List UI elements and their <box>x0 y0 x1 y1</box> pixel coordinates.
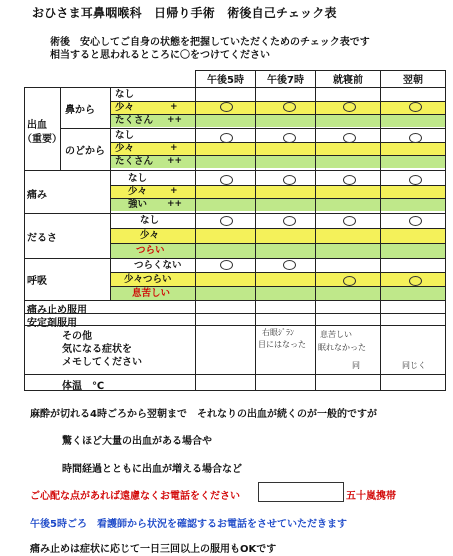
other-label-2: 気になる症状を <box>62 344 132 355</box>
row-sedative: 安定剤服用 <box>27 318 77 329</box>
hand-circle <box>283 102 296 112</box>
hand-circle <box>409 276 422 286</box>
hand-circle <box>343 216 356 226</box>
hand-circle <box>220 102 233 112</box>
fatigue-none: なし <box>140 215 160 226</box>
category-breathing: 呼吸 <box>27 276 47 287</box>
column-header-7pm: 午後7時 <box>267 75 304 86</box>
grid-line <box>195 70 445 71</box>
band-throat-little <box>110 142 445 155</box>
throat-little-mark: + <box>170 143 178 153</box>
breath-little: 少々つらい <box>124 274 172 285</box>
phone-number-box <box>258 482 344 502</box>
grid-line <box>24 374 446 375</box>
grid-line <box>195 70 196 390</box>
footer-line-2: 驚くほど大量の出血がある場合や <box>62 436 212 447</box>
grid-line <box>24 170 446 171</box>
pain-little-mark: + <box>170 186 178 196</box>
category-bleeding-important: （重要） <box>22 134 62 145</box>
grid-line <box>110 185 446 186</box>
throat-none: なし <box>115 130 135 141</box>
pain-little: 少々 <box>128 186 148 197</box>
grid-line <box>110 114 446 115</box>
row-temperature: 体温 ℃ <box>62 381 105 392</box>
band-pain-strong <box>110 198 445 211</box>
breath-hard: 息苦しい <box>132 288 171 299</box>
hand-circle <box>283 133 296 143</box>
hand-circle <box>220 260 233 270</box>
nose-much: たくさん <box>115 115 154 126</box>
grid-line <box>110 155 446 156</box>
fatigue-hard: つらい <box>136 245 165 256</box>
row-painkiller: 痛み止め服用 <box>27 305 87 316</box>
fatigue-little: 少々 <box>140 230 160 241</box>
grid-line <box>110 198 446 199</box>
grid-line <box>24 325 446 326</box>
grid-line <box>24 258 446 259</box>
phone-label: 五十嵐携帯 <box>346 491 396 502</box>
hand-circle <box>220 175 233 185</box>
hand-circle <box>343 276 356 286</box>
category-fatigue: だるさ <box>27 233 57 244</box>
grid-line <box>110 142 446 143</box>
hand-circle <box>283 216 296 226</box>
handwriting-note: 息苦しい <box>320 330 352 339</box>
throat-much-mark: ++ <box>167 156 183 166</box>
other-label-3: メモしてください <box>62 357 142 368</box>
breath-ok: つらくない <box>134 260 182 271</box>
column-header-bedtime: 就寝前 <box>333 75 363 86</box>
grid-line <box>110 228 446 229</box>
column-header-5pm: 午後5時 <box>207 75 244 86</box>
footer-line-5: 午後5時ごろ 看護師から状況を確認するお電話をさせていただきます <box>30 519 347 530</box>
hand-circle <box>343 133 356 143</box>
footer-line-3: 時間経過とともに出血が増える場合など <box>62 464 242 475</box>
band-fatigue-little <box>110 228 445 243</box>
label-nose: 鼻から <box>65 105 95 116</box>
grid-line <box>24 87 446 88</box>
grid-line <box>110 87 111 300</box>
throat-much: たくさん <box>115 156 154 167</box>
other-label-1: その他 <box>62 331 92 342</box>
hand-circle <box>409 175 422 185</box>
grid-line <box>380 70 381 390</box>
footer-line-6: 痛み止めは症状に応じて一日三回以上の服用もOKです <box>30 544 277 555</box>
grid-line <box>110 101 446 102</box>
hand-circle <box>409 133 422 143</box>
label-throat: のどから <box>65 146 105 157</box>
column-header-morning: 翌朝 <box>403 75 423 86</box>
handwriting-note: 右眼ｼﾞﾗﾝ <box>262 328 294 337</box>
band-pain-little <box>110 185 445 198</box>
hand-circle <box>409 102 422 112</box>
grid-line <box>24 313 446 314</box>
hand-circle <box>409 216 422 226</box>
band-throat-much <box>110 155 445 168</box>
hand-circle <box>220 133 233 143</box>
category-bleeding: 出血 <box>27 120 47 131</box>
nose-little-mark: + <box>170 102 178 112</box>
hand-circle <box>343 102 356 112</box>
grid-line <box>255 70 256 390</box>
hand-circle <box>343 175 356 185</box>
nose-much-mark: ++ <box>167 115 183 125</box>
grid-line <box>24 213 446 214</box>
handwriting-note: 眠れなかった <box>318 343 366 352</box>
throat-little: 少々 <box>115 143 135 154</box>
grid-line <box>24 300 446 301</box>
footer-line-1: 麻酔が切れる4時ごろから翌朝まで それなりの出血が続くのが一般的ですが <box>30 409 377 420</box>
pain-strong-mark: ++ <box>167 199 183 209</box>
category-pain: 痛み <box>27 190 47 201</box>
grid-line <box>315 70 316 390</box>
hand-circle <box>283 175 296 185</box>
footer-line-4: ご心配な点があれば遠慮なくお電話をください <box>30 491 240 502</box>
pain-none: なし <box>128 173 148 184</box>
hand-circle <box>220 216 233 226</box>
grid-line <box>60 87 61 170</box>
hand-circle <box>283 260 296 270</box>
nose-little: 少々 <box>115 102 135 113</box>
pain-strong: 強い <box>128 199 148 210</box>
intro-line-2: 相当すると思われるところに〇をつけてください <box>50 50 270 61</box>
grid-line <box>445 70 446 390</box>
handwriting-note: 同じく <box>402 361 426 370</box>
handwriting-note: 同 <box>352 361 360 370</box>
page-title: おひさま耳鼻咽喉科 日帰り手術 術後自己チェック表 <box>32 6 337 20</box>
intro-line-1: 術後 安心してご自身の状態を把握していただくためのチェック表です <box>50 37 370 48</box>
band-nose-little <box>110 101 445 114</box>
handwriting-note: 目にはなった <box>258 340 306 349</box>
nose-none: なし <box>115 89 135 100</box>
band-nose-much <box>110 114 445 127</box>
